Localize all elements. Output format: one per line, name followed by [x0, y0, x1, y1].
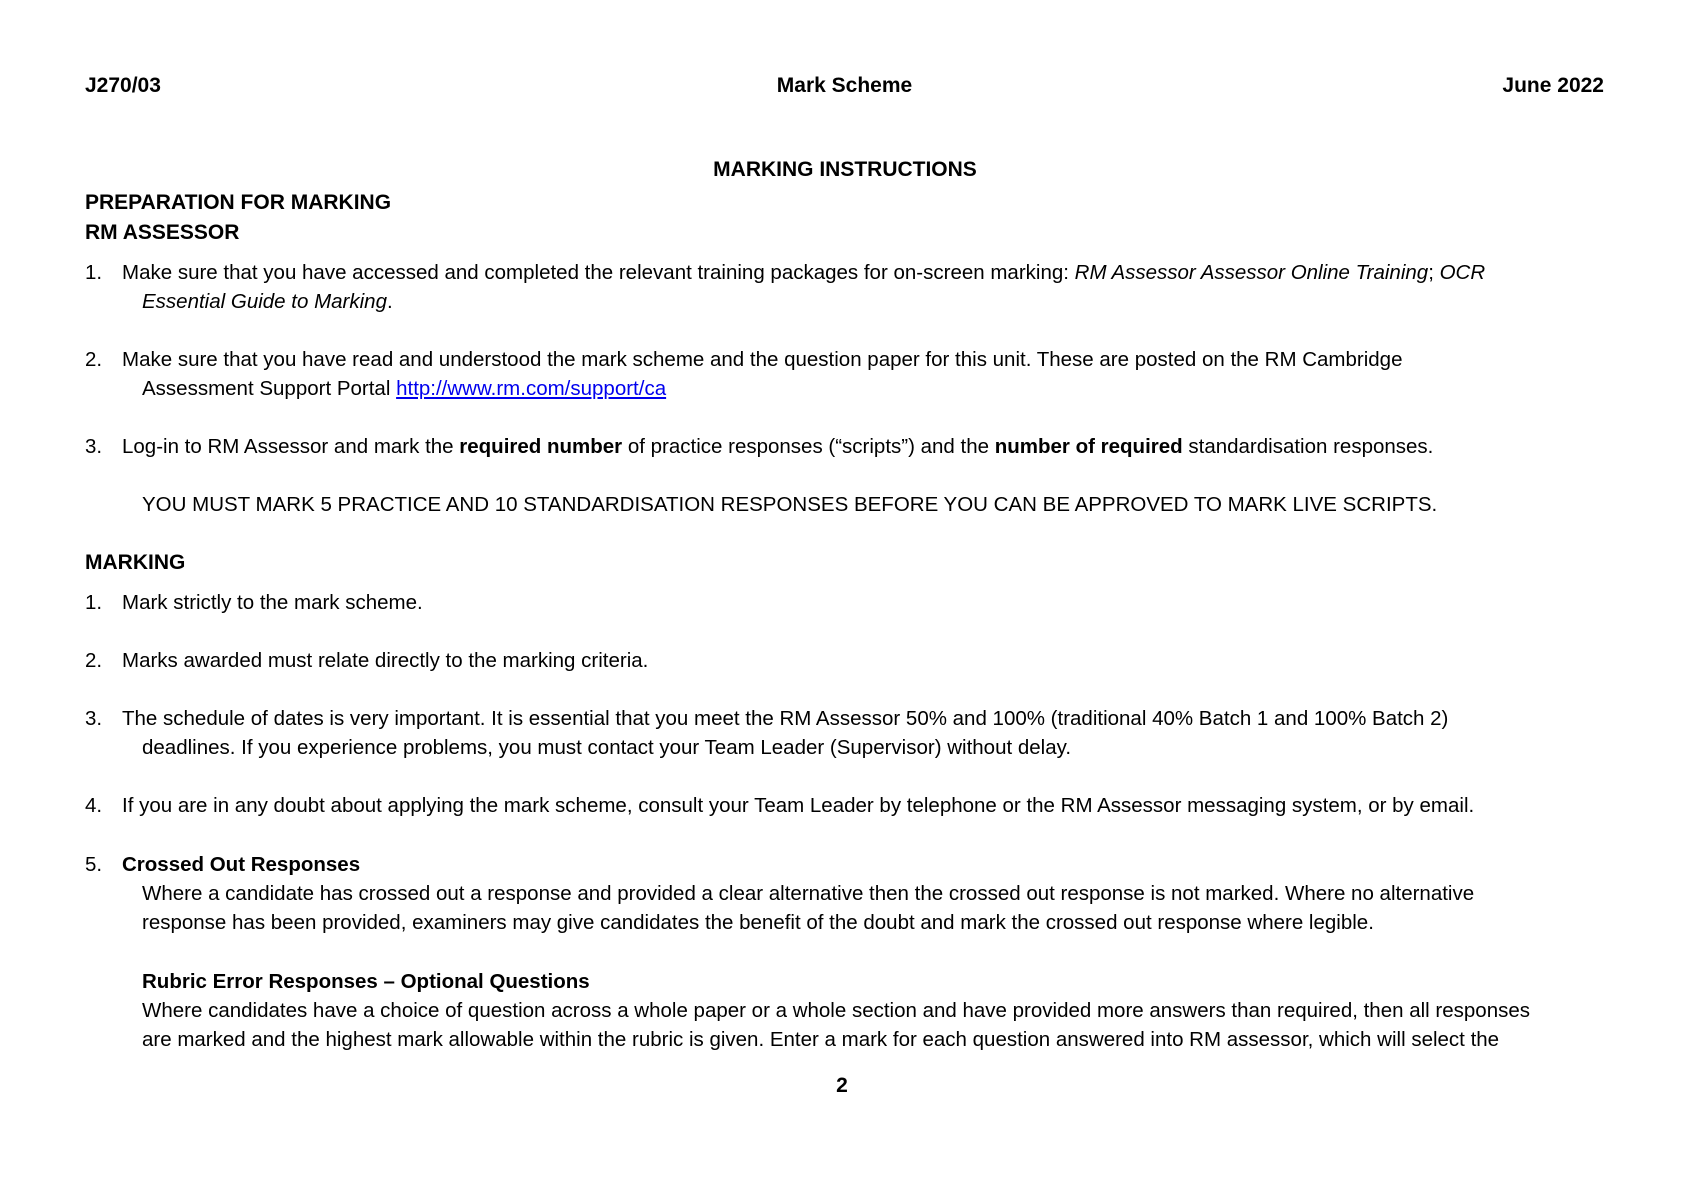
- item-text: If you are in any doubt about applying the mark scheme, consult your Team Leader by telephone or the RM Assessor messaging system, or by email.: [122, 794, 1475, 817]
- item-text: Marks awarded must relate directly to the marking criteria.: [122, 649, 649, 672]
- item-text: response has been provided, examiners may give candidates the benefit of the doubt and mark the crossed out response where legible.: [142, 911, 1374, 934]
- rubric-heading: Rubric Error Responses – Optional Questions: [142, 970, 590, 993]
- prep-item-3: [85, 432, 1605, 461]
- header-title: Mark Scheme: [776, 74, 913, 97]
- item-number: 1.: [85, 591, 103, 614]
- marking-item-1: [85, 588, 1605, 617]
- page-number: 2: [836, 1074, 848, 1097]
- document-body: [85, 155, 1605, 1054]
- practice-notice: YOU MUST MARK 5 PRACTICE AND 10 STANDARDISATION RESPONSES BEFORE YOU CAN BE APPROVED TO MARK LIVE SCRIPTS.: [142, 493, 1438, 516]
- paper-code: J270/03: [85, 74, 161, 97]
- item-number: 3.: [85, 707, 103, 730]
- page-header: [85, 71, 1604, 101]
- item-text: Make sure that you have read and understood the mark scheme and the question paper for this unit. These are posted on the RM Cambridge: [122, 348, 1403, 371]
- prep-title: PREPARATION FOR MARKING: [85, 191, 392, 214]
- item-number: 4.: [85, 794, 103, 817]
- item-number: 3.: [85, 435, 103, 458]
- marking-item-4: [85, 791, 1605, 820]
- main-title: MARKING INSTRUCTIONS: [713, 158, 977, 181]
- item-text: Mark strictly to the mark scheme.: [122, 591, 423, 614]
- item-separator: ;: [1428, 261, 1440, 284]
- prep-subtitle: RM ASSESSOR: [85, 221, 240, 244]
- prep-item-2: [85, 345, 1605, 403]
- marking-item-2: [85, 646, 1605, 675]
- marking-item-5: [85, 850, 1605, 937]
- rubric-section: [85, 967, 1605, 1054]
- prep-item-1: [85, 258, 1605, 316]
- item-text: standardisation responses.: [1182, 435, 1434, 458]
- item-number: 2.: [85, 348, 103, 371]
- item-italic: RM Assessor Assessor Online Training: [1074, 261, 1429, 284]
- rubric-text: Where candidates have a choice of question across a whole paper or a whole section and have provided more answers than required, then all responses: [142, 999, 1530, 1022]
- item-text: of practice responses (“scripts”) and the: [622, 435, 995, 458]
- item-text: Assessment Support Portal: [142, 377, 397, 400]
- item-text: The schedule of dates is very important. It is essential that you meet the RM Assessor 50% and 100% (traditional 40% Batch 1 and 100% Batch 2): [122, 707, 1449, 730]
- item-number: 1.: [85, 261, 103, 284]
- item-text: Where a candidate has crossed out a response and provided a clear alternative then the crossed out response is not marked. Where no alternative: [142, 882, 1475, 905]
- item-italic: OCR: [1439, 261, 1486, 284]
- item-heading: Crossed Out Responses: [122, 853, 361, 876]
- marking-title: MARKING: [85, 551, 186, 574]
- header-date: June 2022: [1502, 74, 1604, 97]
- item-number: 5.: [85, 853, 103, 876]
- support-portal-link[interactable]: http://www.rm.com/support/ca: [396, 377, 667, 400]
- marking-item-3: [85, 704, 1605, 762]
- item-end: .: [386, 290, 393, 313]
- item-bold: number of required: [994, 435, 1183, 458]
- item-text: Log-in to RM Assessor and mark the: [122, 435, 460, 458]
- item-bold: required number: [459, 435, 623, 458]
- item-text: deadlines. If you experience problems, you must contact your Team Leader (Supervisor) without delay.: [142, 736, 1072, 759]
- item-italic: Essential Guide to Marking: [142, 290, 387, 313]
- item-number: 2.: [85, 649, 103, 672]
- rubric-text: are marked and the highest mark allowable within the rubric is given. Enter a mark for each question answered into RM assessor, which will select the: [142, 1028, 1500, 1051]
- item-text: Make sure that you have accessed and completed the relevant training packages for on-screen marking:: [122, 261, 1075, 284]
